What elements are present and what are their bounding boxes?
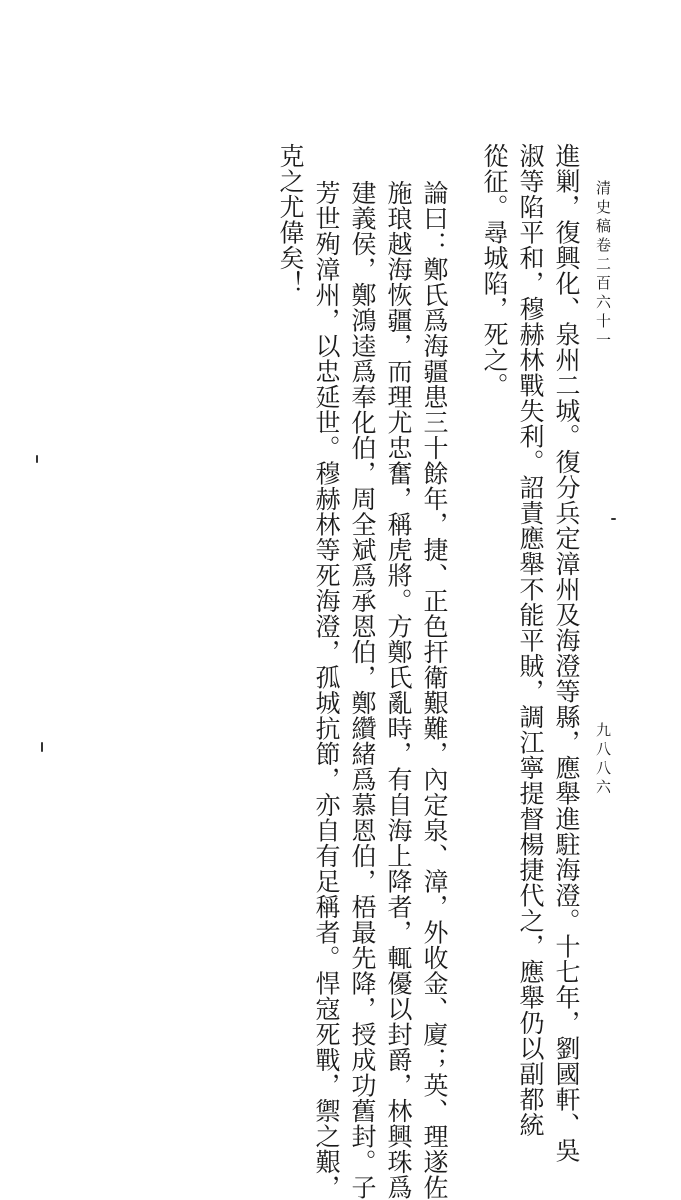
commentary-column-2: 施琅越海恢疆，而理尤忠奮，稱虎將。方鄭氏亂時，有自海上降者，輒優以封爵，林興珠爲 (384, 180, 413, 1200)
scan-mark (41, 742, 43, 752)
scan-mark (611, 518, 616, 520)
commentary-column-3: 建義侯，鄭鴻逵爲奉化伯，周全斌爲承恩伯，鄭纘緒爲慕恩伯，梧最先降，授成功舊封。子 (348, 180, 377, 1200)
text-column-2: 淑等陷平和，穆赫林戰失利。詔責應舉不能平賊，調江寧提督楊捷代之，應舉仍以副都統 (516, 143, 545, 1138)
scan-mark (36, 455, 38, 463)
commentary-column-1: 論曰：鄭氏爲海疆患三十餘年，捷、正色扞衛艱難，內定泉、漳，外收金、廈；英、理遂佐 (420, 180, 449, 1200)
running-title: 清史稿卷二百六十一 (594, 180, 612, 351)
commentary-column-4: 芳世殉漳州，以忠延世。穆赫林等死海澄，孤城抗節，亦自有足稱者。悍寇死戰，禦之艱， (312, 180, 341, 1200)
text-column-1: 進剿，復興化、泉州二城。復分兵定漳州及海澄等縣，應舉進駐海澄。十七年，劉國軒、吳 (552, 143, 581, 1163)
text-column-3: 從征。尋城陷，死之。 (480, 143, 509, 398)
commentary-column-5: 克之尤偉矣！ (276, 143, 305, 296)
page-number: 九八八六 (594, 722, 612, 798)
